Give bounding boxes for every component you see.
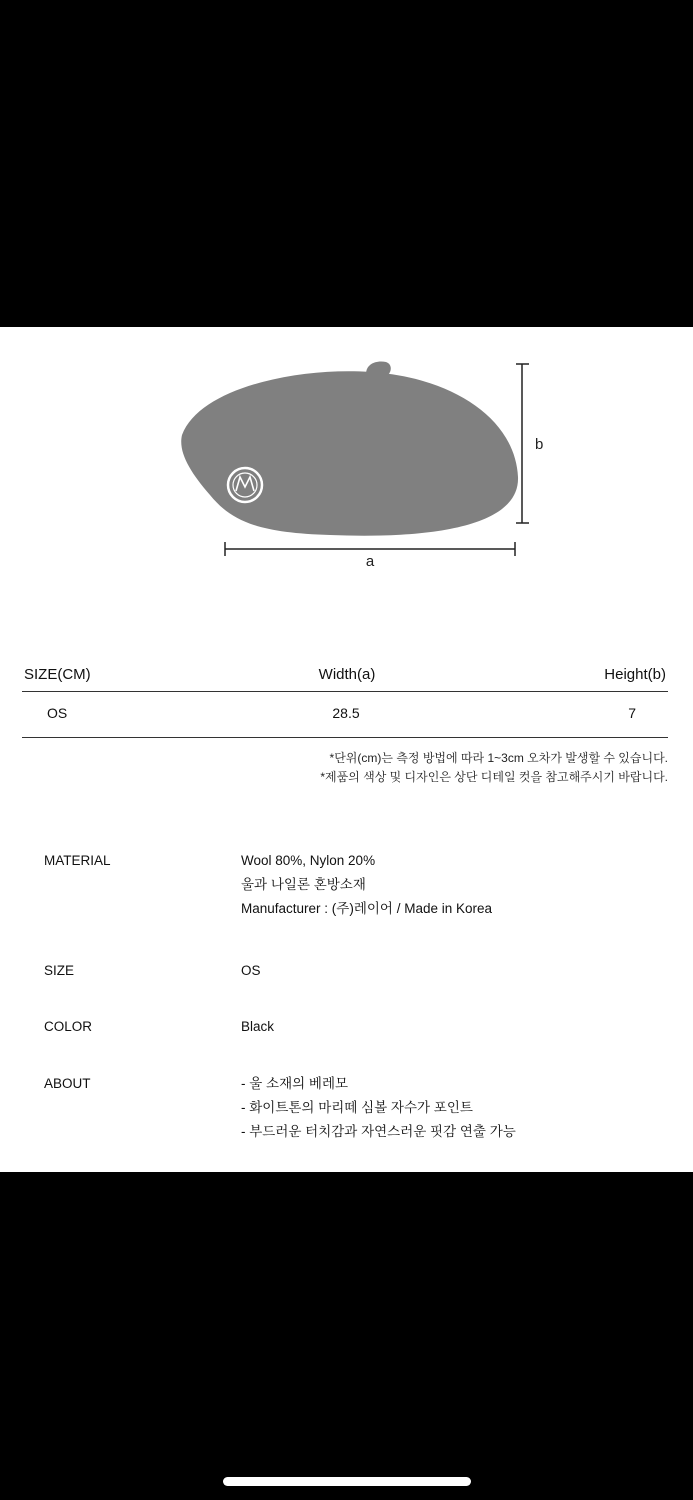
note-line: *제품의 색상 및 디자인은 상단 디테일 컷을 참고해주시기 바랍니다. [320,770,668,784]
material-value: Manufacturer : (주)레이어 / Made in Korea [241,901,492,916]
color-value: Black [241,1019,275,1034]
about-value: - 화이트톤의 마리떼 심볼 자수가 포인트 [241,1100,473,1115]
about-label: ABOUT [44,1076,91,1091]
material-label: MATERIAL [44,853,111,868]
size-table [22,663,668,738]
material-value: Wool 80%, Nylon 20% [241,853,376,868]
material-value: 울과 나일론 혼방소재 [241,877,366,892]
beret-illustration [0,327,693,587]
cell-height: 7 [628,705,636,721]
color-label: COLOR [44,1019,93,1034]
width-dimension-label: a [365,553,375,570]
size-table-header [22,663,668,692]
home-indicator[interactable] [223,1477,471,1486]
header-height: Height(b) [604,666,666,683]
height-dimension-line [516,364,529,523]
product-detail-panel [0,327,693,1172]
cell-width: 28.5 [332,705,360,721]
about-value: - 울 소재의 베레모 [241,1076,349,1091]
height-dimension-label: b [535,436,544,453]
note-line: *단위(cm)는 측정 방법에 따라 1~3cm 오차가 발생할 수 있습니다. [329,751,668,765]
header-size: SIZE(CM) [24,666,91,683]
size-value: OS [241,963,261,978]
table-row [22,692,668,738]
cell-size: OS [47,705,68,721]
header-width: Width(a) [318,666,376,683]
beret-shape [181,371,518,535]
size-label: SIZE [44,963,75,978]
size-notes [320,749,668,787]
about-value: - 부드러운 터치감과 자연스러운 핏감 연출 가능 [241,1124,516,1139]
